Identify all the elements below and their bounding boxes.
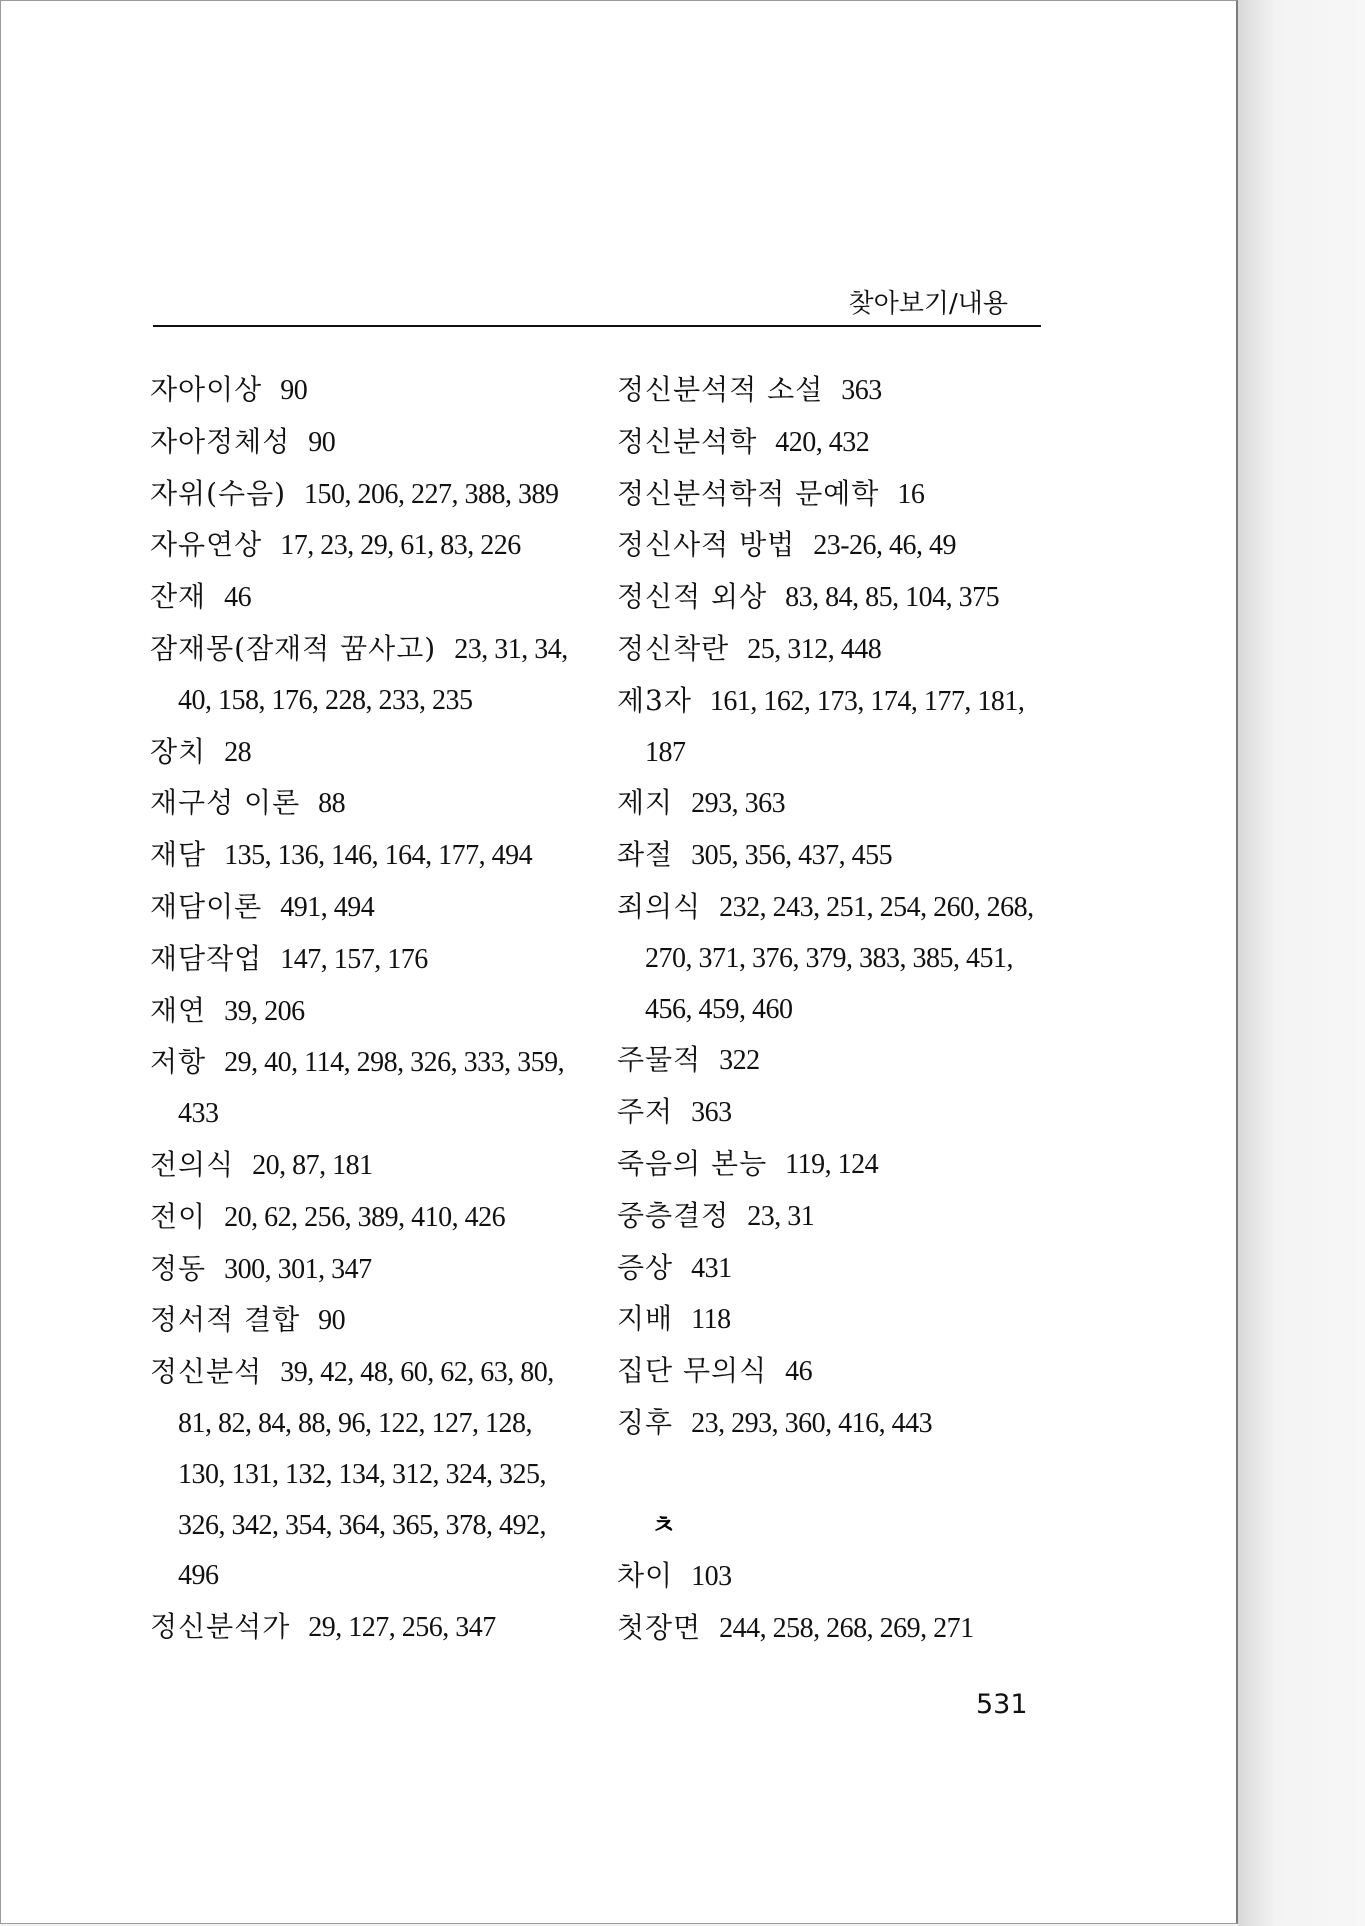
index-pages: 88 [318, 788, 346, 820]
index-pages: 20, 62, 256, 389, 410, 426 [224, 1201, 506, 1233]
index-pages: 119, 124 [785, 1148, 879, 1180]
index-column-left [150, 365, 590, 1654]
index-term: 장치 [150, 734, 207, 768]
index-pages: 431 [691, 1252, 732, 1284]
index-pages: 90 [308, 426, 336, 458]
index-pages: 90 [280, 375, 308, 406]
index-column-right [617, 365, 1057, 1655]
index-entry [150, 1347, 590, 1602]
index-entry [617, 778, 1057, 830]
index-entry [150, 1192, 590, 1244]
index-term: 재담이론 [150, 889, 263, 923]
index-pages: 150, 206, 227, 388, 389 [304, 478, 559, 510]
index-entry [150, 1037, 590, 1140]
index-pages: 363 [841, 375, 882, 406]
index-entry [150, 778, 590, 830]
index-term: 첫장면 [617, 1611, 702, 1645]
index-term: 잔재 [150, 580, 207, 614]
index-entry [617, 676, 1057, 779]
index-entry [617, 1603, 1057, 1655]
index-pages: 161, 162, 173, 174, 177, 181, [709, 685, 1025, 717]
index-pages: 17, 23, 29, 61, 83, 226 [280, 530, 521, 562]
index-pages: 39, 42, 48, 60, 62, 63, 80, [280, 1357, 554, 1389]
index-term: 전이 [150, 1199, 207, 1233]
index-pages: 39, 206 [224, 995, 305, 1027]
index-entry [150, 934, 590, 986]
index-entry [617, 1346, 1057, 1398]
running-head: 찾아보기/내용 [848, 289, 1008, 319]
index-entry [617, 1139, 1057, 1191]
index-entry [617, 1294, 1057, 1346]
index-entry [150, 727, 590, 779]
section-entries [617, 1551, 1057, 1655]
index-pages: 420, 432 [775, 426, 870, 458]
index-pages-continued: 496 [178, 1560, 219, 1592]
index-pages-continued: 187 [645, 736, 686, 768]
index-pages: 305, 356, 437, 455 [691, 840, 893, 872]
index-pages: 23, 31 [747, 1200, 815, 1232]
index-term: 좌절 [617, 838, 674, 872]
index-pages: 16 [897, 478, 925, 510]
index-term: 차이 [617, 1559, 674, 1593]
index-term: 정신분석 [150, 1355, 263, 1389]
index-pages: 232, 243, 251, 254, 260, 268, [719, 891, 1034, 923]
index-entry [617, 365, 1057, 417]
header-rule [153, 325, 1041, 327]
index-entry [617, 572, 1057, 624]
index-pages-continued: 270, 371, 376, 379, 383, 385, 451, [645, 942, 1013, 974]
index-entry [150, 624, 590, 727]
index-pages: 46 [224, 582, 252, 614]
index-pages: 90 [318, 1305, 346, 1337]
index-term: 집단 무의식 [617, 1354, 768, 1388]
index-term: 증상 [617, 1250, 674, 1284]
index-pages-continued: 433 [178, 1098, 219, 1130]
index-entry [150, 365, 590, 417]
index-term: 자위(수음) [150, 476, 287, 510]
index-entry [150, 1295, 590, 1347]
index-term: 저항 [150, 1045, 207, 1079]
index-pages: 20, 87, 181 [252, 1149, 373, 1181]
index-term: 정신적 외상 [617, 580, 768, 614]
index-pages-continued: 40, 158, 176, 228, 233, 235 [178, 684, 473, 716]
index-pages: 29, 127, 256, 347 [308, 1612, 496, 1644]
index-entry [617, 1087, 1057, 1139]
index-term: 전의식 [150, 1147, 235, 1181]
right-entries [617, 365, 1057, 1450]
index-entry [617, 1398, 1057, 1450]
index-term: 징후 [617, 1405, 674, 1439]
index-pages: 300, 301, 347 [224, 1253, 372, 1285]
index-entry [617, 1551, 1057, 1603]
index-pages: 103 [691, 1561, 732, 1593]
index-pages: 491, 494 [280, 891, 375, 923]
index-entry [617, 417, 1057, 469]
index-pages-continued: 326, 342, 354, 364, 365, 378, 492, [178, 1509, 546, 1541]
index-term: 주물적 [617, 1043, 702, 1077]
index-pages: 46 [785, 1356, 813, 1388]
index-pages: 363 [691, 1097, 732, 1129]
index-term: 자유연상 [150, 528, 263, 562]
index-entry [150, 1244, 590, 1296]
index-entry [150, 830, 590, 882]
index-pages: 23, 293, 360, 416, 443 [691, 1407, 933, 1439]
index-term: 중층결정 [617, 1198, 730, 1232]
index-term: 재담작업 [150, 941, 263, 975]
index-term: 잠재몽(잠재적 꿈사고) [150, 631, 437, 665]
index-pages: 322 [719, 1045, 760, 1077]
index-entry [150, 417, 590, 469]
index-term: 자아정체성 [150, 424, 291, 458]
index-entry [150, 1602, 590, 1654]
index-entry [617, 624, 1057, 676]
index-pages: 135, 136, 146, 164, 177, 494 [224, 840, 533, 872]
index-entry [150, 520, 590, 572]
index-term: 죽음의 본능 [617, 1146, 768, 1180]
page-number: 531 [976, 1689, 1028, 1720]
index-term: 죄의식 [617, 889, 702, 923]
index-pages: 147, 157, 176 [280, 943, 428, 975]
index-term: 재담 [150, 838, 207, 872]
index-entry [617, 469, 1057, 521]
index-entry [150, 1140, 590, 1192]
index-entry [150, 469, 590, 521]
index-entry [617, 520, 1057, 572]
index-pages: 83, 84, 85, 104, 375 [785, 582, 1000, 614]
index-term: 주저 [617, 1095, 674, 1129]
index-entry [150, 572, 590, 624]
index-term: 제지 [617, 786, 674, 820]
index-pages-continued: 456, 459, 460 [645, 993, 793, 1025]
index-entry [150, 986, 590, 1038]
index-entry [617, 1035, 1057, 1087]
index-pages-continued: 130, 131, 132, 134, 312, 324, 325, [178, 1458, 546, 1490]
index-entry [617, 830, 1057, 882]
index-term: 정신분석가 [150, 1610, 291, 1644]
index-pages: 29, 40, 114, 298, 326, 333, 359, [224, 1047, 565, 1079]
index-entry [617, 1243, 1057, 1295]
index-entry [617, 1191, 1057, 1243]
index-term: 정신분석적 소설 [617, 373, 824, 406]
index-entry [150, 882, 590, 934]
index-term: 정신분석학적 문예학 [617, 476, 880, 510]
index-term: 재구성 이론 [150, 786, 301, 820]
index-term: 정신착란 [617, 631, 730, 665]
index-term: 정동 [150, 1251, 207, 1285]
index-pages: 25, 312, 448 [747, 633, 882, 665]
index-pages: 23, 31, 34, [454, 633, 568, 665]
index-pages: 118 [691, 1304, 731, 1336]
index-term: 정신사적 방법 [617, 528, 796, 562]
index-pages-continued: 81, 82, 84, 88, 96, 122, 127, 128, [178, 1407, 532, 1439]
index-pages: 293, 363 [691, 788, 786, 820]
index-entry [617, 882, 1057, 1035]
index-term: 재연 [150, 993, 207, 1027]
index-pages: 28 [224, 736, 252, 768]
index-term: 정서적 결합 [150, 1303, 301, 1337]
section-heading: ㅊ [651, 1510, 677, 1541]
index-term: 자아이상 [150, 373, 263, 406]
viewer-background [1238, 0, 1365, 1926]
index-term: 지배 [617, 1302, 674, 1336]
index-term: 제3자 [617, 683, 692, 717]
index-pages: 23-26, 46, 49 [813, 530, 957, 562]
index-pages: 244, 258, 268, 269, 271 [719, 1613, 974, 1645]
index-term: 정신분석학 [617, 424, 758, 458]
